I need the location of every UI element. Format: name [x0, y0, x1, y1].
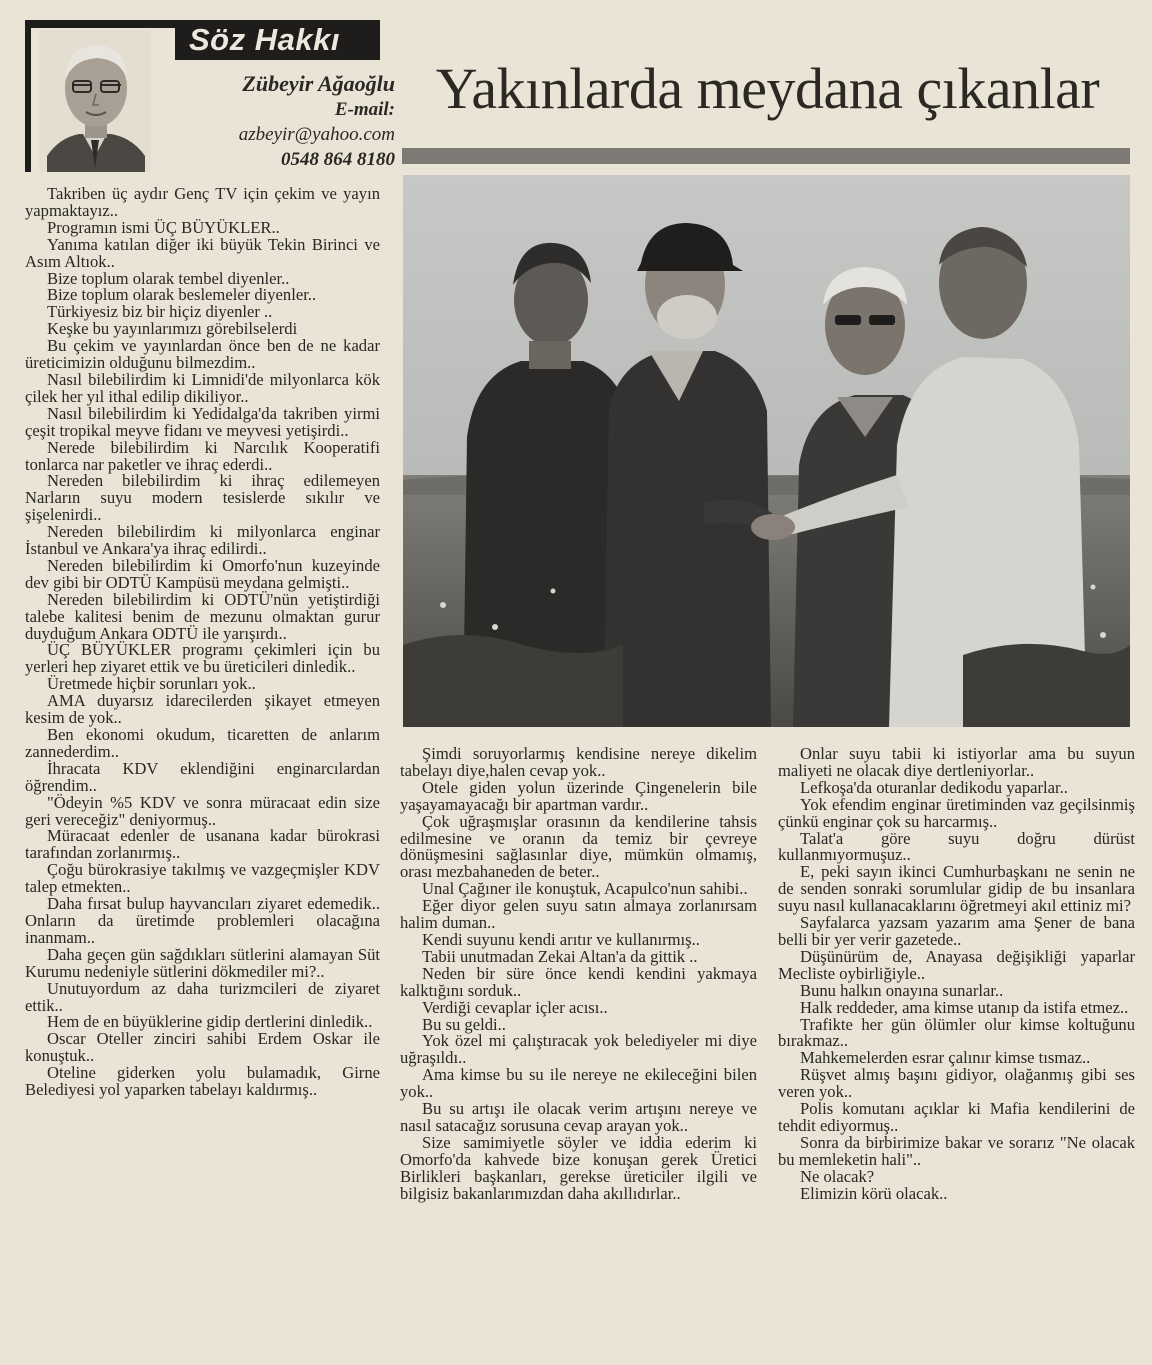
article-headline: Yakınlarda meydana çıkanlar — [435, 56, 1100, 121]
article-paragraph: E, peki sayın ikinci Cumhurbaşkanı ne senin ne de senden sonraki sorumlular gidip de bu insanlara suyu nasıl kullanacaklarını öğretmeyi akıl ettiniz mi? — [778, 862, 1135, 916]
article-paragraph: Halk reddeder, ama kimse utanıp da istifa etmez.. — [800, 997, 1129, 1017]
article-paragraph: Nereden bilebilirdim ki milyonlarca enginar İstanbul ve Ankara'ya ihraç edilirdi.. — [25, 522, 380, 559]
article-paragraph: Programın ismi ÜÇ BÜYÜKLER.. — [47, 217, 280, 237]
article-paragraph: ÜÇ BÜYÜKLER programı çekimleri için bu yerleri hep ziyaret ettik ve bu üreticileri dinledik.. — [25, 640, 380, 677]
article-paragraph: Lefkoşa'da oturanlar dedikodu yaparlar.. — [800, 777, 1068, 797]
article-paragraph: Üretmede hiçbir sorunları yok.. — [47, 674, 256, 694]
article-paragraph: Oscar Oteller zinciri sahibi Erdem Oskar ile konuştuk.. — [25, 1029, 380, 1066]
article-paragraph: Mahkemelerden esrar çalınır kimse tısmaz.. — [800, 1048, 1091, 1068]
article-paragraph: Eğer diyor gelen suyu satın almaya zorlanırsam halim duman.. — [400, 896, 757, 933]
article-paragraph: Türkiyesiz biz bir hiçiz diyenler .. — [47, 302, 273, 322]
article-paragraph: Bize toplum olarak tembel diyenler.. — [47, 268, 290, 288]
article-paragraph: Sonra da birbirimize bakar ve sorarız "Ne olacak bu memleketin hali".. — [778, 1132, 1135, 1169]
article-paragraph: "Ödeyin %5 KDV ve sonra müracaat edin size geri vereceğiz" deniyormuş.. — [25, 792, 380, 829]
article-paragraph: Nasıl bilebilirdim ki Limnidi'de milyonlarca kök çilek her yıl ithal edilip dikiliyor.. — [25, 369, 380, 406]
article-paragraph: Unutuyordum az daha turizmcileri de ziyaret ettik.. — [25, 978, 380, 1015]
article-paragraph: Tabii unutmadan Zekai Altan'a da gittik .. — [422, 946, 698, 966]
article-paragraph: Bu su geldi.. — [422, 1014, 506, 1034]
author-name: Zübeyir Ağaoğlu — [242, 71, 395, 96]
author-portrait — [39, 30, 151, 172]
article-column-3 — [778, 746, 1135, 1202]
author-phone: 0548 864 8180 — [281, 149, 395, 170]
article-paragraph: Takriben üç aydır Genç TV için çekim ve yayın yapmaktayız.. — [25, 184, 380, 220]
article-column-1 — [25, 186, 380, 1099]
email-label: E-mail: — [334, 99, 395, 120]
article-paragraph: Trafikte her gün ölümler olur kimse koltuğunu bırakmaz.. — [778, 1014, 1135, 1051]
article-paragraph: Hem de en büyüklerine gidip dertlerini dinledik.. — [47, 1012, 373, 1032]
article-photo — [403, 175, 1130, 727]
author-email[interactable]: azbeyir@yahoo.com — [238, 124, 395, 145]
article-paragraph: Sayfalarca yazsam yazarım ama Şener de bana belli bir yer verir gazetede.. — [778, 913, 1135, 949]
article-paragraph: Daha geçen gün sağdıkları sütlerini alamayan Süt Kurumu nedeniyle sütlerini dökmediler mi?.. — [25, 944, 380, 981]
article-paragraph: Elimizin körü olacak.. — [800, 1183, 948, 1203]
article-paragraph: Size samimiyetle söyler ve iddia ederim ki Omorfo'da kahvede bize konuşan gerek Üretici Birlikleri başkanları, gerekse üreticiler ilgili ve bilgisiz bakanlarımızdan daha akıllıdırlar.. — [400, 1132, 757, 1203]
article-paragraph: Nasıl bilebilirdim ki Yedidalga'da takriben yirmi çeşit tropikal meyve fidanı ve meyvesi yetişirdi.. — [25, 403, 380, 440]
article-paragraph: Ben ekonomi okudum, ticaretten de anlarım zannederdim.. — [25, 725, 380, 761]
article-paragraph: Keşke bu yayınlarımızı görebilselerdi — [47, 319, 298, 339]
article-paragraph: Çok uğraşmışlar orasının da kendilerine tahsis edilmesine ve oranın da temiz bir çevreye dönüşmesini sağlasınlar diye, mümkün olmamış, orası mezbahaneden de beter.. — [400, 811, 757, 882]
article-paragraph: Nerede bilebilirdim ki Narcılık Kooperatifi tonlarca nar paketler ve ihraç ederdi.. — [25, 437, 380, 474]
article-paragraph: Yok efendim enginar üretiminden vaz geçilsinmiş çünkü enginar çok su harcarmış.. — [778, 794, 1135, 831]
article-paragraph: Nereden bilebilirdim ki ODTÜ'nün yetiştirdiği talebe kalitesi benim de mezunu olmaktan gurur duyduğum Ankara ODTÜ ile yarışırdı.. — [25, 589, 380, 643]
article-paragraph: Bize toplum olarak beslemeler diyenler.. — [47, 285, 317, 305]
article-paragraph: Bunu halkın onayına sunarlar.. — [800, 980, 1004, 1000]
article-paragraph: Çoğu bürokrasiye takılmış ve vazgeçmişler KDV talep etmekten.. — [25, 860, 380, 897]
column-header — [25, 20, 395, 172]
article-paragraph: Şimdi soruyorlarmış kendisine nereye dikelim tabelayı diye,halen cevap yok.. — [400, 744, 757, 780]
article-paragraph: Talat'a göre suyu doğru dürüst kullanmıyormuşuz.. — [778, 828, 1135, 865]
article-paragraph: Rüşvet almış başını gidiyor, olağanmış gibi ses veren yok.. — [778, 1065, 1135, 1102]
article-paragraph: Polis komutanı açıklar ki Mafia kendilerini de tehdit ediyormuş.. — [778, 1099, 1135, 1135]
article-paragraph: AMA duyarsız idarecilerden şikayet etmeyen kesim de yok.. — [25, 691, 380, 728]
article-paragraph: Verdiği cevaplar içler acısı.. — [422, 997, 608, 1017]
article-paragraph: Düşünürüm de, Anayasa değişikliği yaparlar Mecliste oybirliğiyle.. — [778, 946, 1135, 983]
article-paragraph: Yok özel mi çalıştıracak yok belediyeler mi diye uğraşıldı.. — [400, 1031, 757, 1068]
article-paragraph: Müracaat edenler de usanana kadar bürokrasi tarafından zorlanırmış.. — [25, 826, 380, 863]
article-paragraph: Neden bir süre önce kendi kendini yakmaya kalktığını sorduk.. — [400, 963, 757, 1000]
headline-rule — [402, 148, 1130, 164]
article-paragraph: Nereden bilebilirdim ki Omorfo'nun kuzeyinde dev gibi bir ODTÜ Kampüsü meydana gelmişti.. — [25, 555, 380, 592]
article-column-2 — [400, 746, 757, 1202]
section-title: Söz Hakkı — [175, 20, 380, 60]
article-paragraph: Daha fırsat bulup hayvancıları ziyaret edemedik.. Onların da üretimde problemleri olacağına inanmam.. — [25, 894, 380, 947]
article-paragraph: Nereden bilebilirdim ki ihraç edilemeyen Narların suyu modern tesislerde sıkılır ve şişelenirdi.. — [25, 471, 380, 525]
header-frame-left — [25, 20, 31, 172]
article-paragraph: Ama kimse bu su ile nereye ne ekileceğini bilen yok.. — [400, 1065, 757, 1102]
article-paragraph: Bu su artışı ile olacak verim artışını nereye ve nasıl satacağız sorusuna cevap arayan yok.. — [400, 1099, 757, 1135]
article-paragraph: Oteline giderken yolu bulamadık, Girne Belediyesi yol yaparken tabelayı kaldırmış.. — [25, 1063, 380, 1100]
article-paragraph: Kendi suyunu kendi arıtır ve kullanırmış.. — [422, 929, 700, 949]
article-paragraph: İhracata KDV eklendiğini enginarcılardan öğrendim.. — [25, 758, 380, 795]
byline — [155, 70, 395, 172]
article-paragraph: Onlar suyu tabii ki istiyorlar ama bu suyun maliyeti ne olacak diye dertleniyorlar.. — [778, 744, 1135, 780]
article-paragraph: Ne olacak? — [800, 1166, 875, 1186]
article-paragraph: Yanıma katılan diğer iki büyük Tekin Birinci ve Asım Altıok.. — [25, 234, 380, 271]
article-paragraph: Otele giden yolun üzerinde Çingenelerin bile yaşayamayacağı bir apartman vardır.. — [400, 777, 757, 814]
article-paragraph: Bu çekim ve yayınlardan önce ben de ne kadar üreticimizin olduğunu bilmezdim.. — [25, 336, 380, 373]
article-paragraph: Unal Çağıner ile konuştuk, Acapulco'nun sahibi.. — [422, 879, 748, 899]
